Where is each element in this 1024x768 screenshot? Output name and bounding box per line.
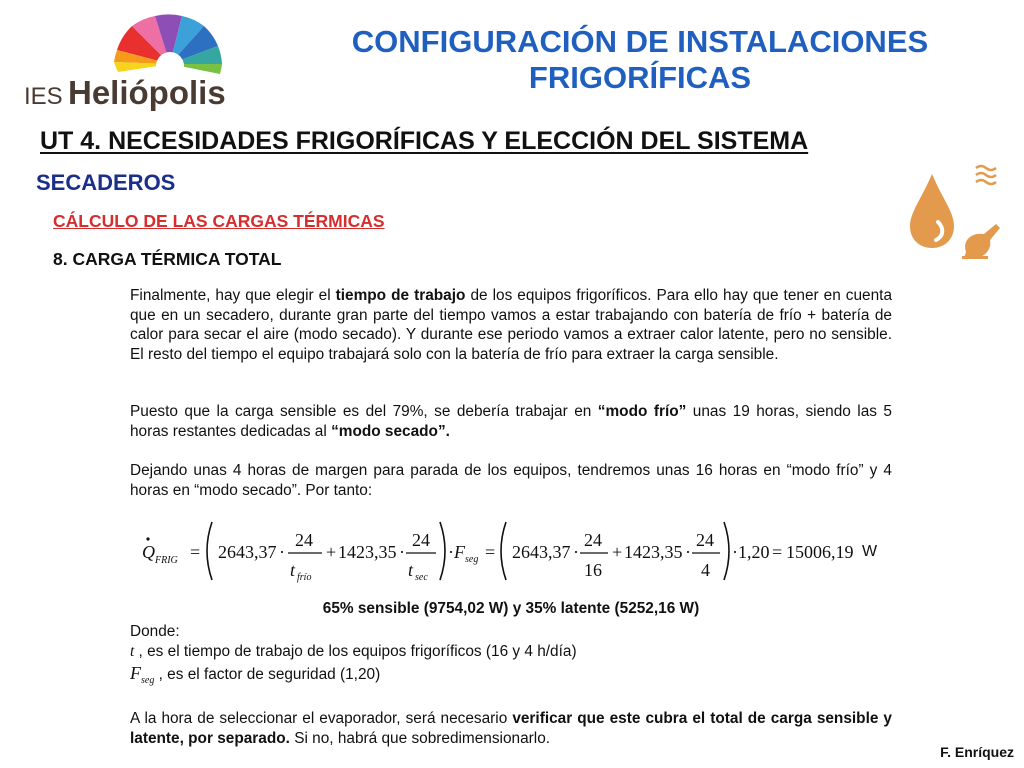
subsection-heading: CÁLCULO DE LAS CARGAS TÉRMICAS: [53, 211, 385, 231]
formula-total: 15006,19: [786, 542, 854, 562]
symbol-t: t: [130, 643, 135, 660]
svg-text:·: ·: [279, 542, 285, 562]
formula-h-sec: 4: [701, 560, 710, 580]
title-line-1: CONFIGURACIÓN DE INSTALACIONES: [351, 24, 929, 59]
formula-num-3: 24: [584, 530, 602, 550]
svg-text:+: +: [326, 542, 337, 562]
svg-text:·: ·: [448, 542, 454, 562]
paragraph-modo-frio: Puesto que la carga sensible es del 79%, se debería trabajar en “modo frío” unas 19 horas, siendo las 5 horas restantes dedicadas al “modo secado”.: [130, 403, 892, 440]
svg-text:+: +: [612, 542, 623, 562]
symbol-f: F: [130, 663, 141, 683]
logo-prefix: IES: [24, 83, 63, 110]
decorative-icons: [900, 160, 1010, 270]
ies-heliopolis-logo: [22, 14, 252, 114]
formula-t-frio-sub: frío: [297, 572, 312, 583]
formula-latente: 1423,35: [338, 542, 397, 562]
symbol-f-sub: seg: [141, 675, 155, 687]
formula-sensible-2: 2643,37: [512, 542, 571, 562]
formula-num-1: 24: [295, 530, 313, 550]
formula-f: F: [454, 542, 465, 562]
svg-text:=: =: [190, 542, 201, 562]
topic-heading: 8. CARGA TÉRMICA TOTAL: [53, 249, 282, 269]
title-line-2: FRIGORÍFICAS: [528, 60, 752, 95]
logo-sunburst-icon: [114, 14, 222, 80]
formula-factor: 1,20: [738, 542, 770, 562]
formula-t-frio: t: [290, 560, 296, 580]
definition-fseg: $F_{seg}$ , es el factor de seguridad (1,20): [130, 663, 381, 687]
formula-f-sub: seg: [465, 554, 479, 565]
paragraph-tiempo-trabajo: Finalmente, hay que elegir el tiempo de trabajo de los equipos frigoríficos. Para ello hay que tener en cuenta que en un secadero, durante gran parte del tiempo vamos a estar trabajando con batería de frío + batería de calor para secar el aire (modo secado). Y durante ese periodo vamos a extraer calor latente, pero no sensible. El resto del tiempo el equipo trabajará solo con la batería de frío para extraer la carga sensible.: [130, 287, 893, 363]
formula-unit: W: [862, 543, 878, 560]
definition-t: t , es el tiempo de trabajo de los equipos frigoríficos (16 y 4 h/día): [130, 643, 577, 660]
water-drop-icon: [910, 174, 954, 248]
paragraph-evaporador: A la hora de seleccionar el evaporador, será necesario verificar que este cubra el total de carga sensible y latente, por separado. Si no, habrá que sobredimensionarlo.: [130, 710, 892, 747]
author-credit: F. Enríquez: [940, 744, 1014, 760]
formula-carga-total: [140, 516, 900, 586]
result-summary: 65% sensible (9754,02 W) y 35% latente (5252,16 W): [322, 600, 700, 617]
ham-leg-icon: [962, 224, 1000, 259]
formula-q: Q: [142, 542, 155, 562]
section-heading: SECADEROS: [36, 170, 176, 195]
formula-q-sub: FRIG: [155, 555, 178, 566]
svg-text:·: ·: [732, 542, 738, 562]
svg-text:·: ·: [685, 542, 691, 562]
svg-text:=: =: [772, 542, 783, 562]
svg-text:·: ·: [399, 542, 405, 562]
unit-heading: UT 4. NECESIDADES FRIGORÍFICAS Y ELECCIÓN DEL SISTEMA: [40, 127, 809, 155]
formula-num-4: 24: [696, 530, 714, 550]
formula-t-sec-sub: sec: [415, 572, 428, 583]
page-title: [290, 24, 990, 96]
formula-num-2: 24: [412, 530, 430, 550]
definitions-label: Donde:: [130, 623, 180, 640]
formula-t-sec: t: [408, 560, 414, 580]
formula-sensible: 2643,37: [218, 542, 277, 562]
logo-name: Heliópolis: [68, 74, 226, 111]
svg-text:·: ·: [573, 542, 579, 562]
formula-latente-2: 1423,35: [624, 542, 683, 562]
heat-waves-icon: [976, 166, 996, 184]
svg-text:=: =: [485, 542, 496, 562]
paragraph-margen: Dejando unas 4 horas de margen para parada de los equipos, tendremos unas 16 horas en “modo frío” y 4 horas en “modo secado”. Por tanto:: [130, 462, 892, 499]
formula-h-frio: 16: [584, 560, 602, 580]
